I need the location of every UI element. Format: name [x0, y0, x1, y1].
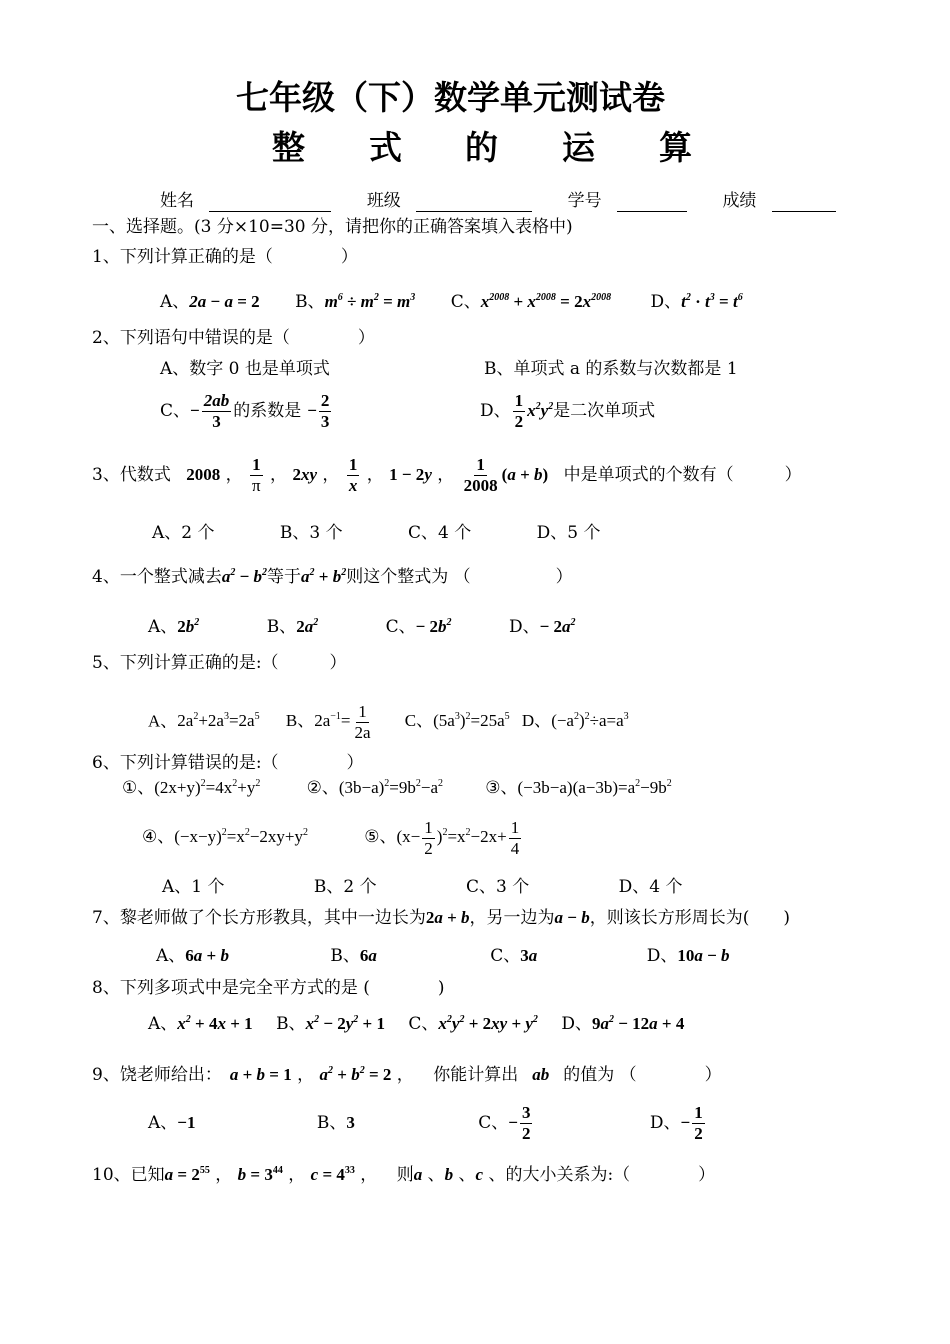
id-field[interactable] — [617, 195, 687, 212]
question-1-stem: 1、下列计算正确的是（ ） — [92, 247, 358, 267]
page-title: 七年级（下）数学单元测试卷 — [236, 78, 665, 117]
class-label: 班级 — [366, 191, 401, 211]
section-heading: 一、选择题。(3 分×10=30 分，请把你的正确答案填入表格中) — [92, 217, 573, 237]
question-8-options: A、$x^2 + 4x + 1$ B、$x^2 - 2y^2 + 1$ C、$x^2y^2 + 2xy + y^2$ D、$9a^2 - 12a + 4$ — [148, 1014, 685, 1034]
question-2-stem: 2、下列语句中错误的是（ ） — [92, 328, 375, 348]
name-label: 姓名 — [160, 191, 194, 211]
question-5-stem: 5、下列计算正确的是:（ ） — [92, 653, 347, 673]
class-field[interactable] — [416, 195, 532, 212]
question-6-items-2: ④、$(-x-y)^2=x^2-2xy+y^2$ ⑤、(x− $\frac{1}{2}$ )$^2=x^2-2x+$ $\frac{1}{4}$ — [142, 818, 520, 858]
question-2-option-a: A、数字 0 也是单项式 — [160, 359, 330, 379]
score-label: 成绩 — [722, 191, 757, 211]
question-10-stem: 10、已知$a = 2^{55}$ ， $b = 3^{44}$ ， $c = 4^{33}$ ， 则a 、b 、c 、的大小关系为:（ ） — [92, 1165, 716, 1185]
question-7-stem: 7、黎老师做了个长方形教具，其中一边长为2a + b，另一边为a − b，则该长方形周长为( ) — [92, 908, 790, 928]
question-2-option-d: D、 $\frac{1}{2}$ $x^2y^2$是二次单项式 — [480, 391, 656, 431]
question-4-stem: 4、一个整式减去$a^2 - b^2$等于$a^2 + b^2$则这个整式为 （ ） — [92, 567, 573, 587]
question-3-options: A、2 个 B、3 个 C、4 个 D、5 个 — [152, 523, 601, 543]
question-4-options: A、$2b^2$ B、$2a^2$ C、− $2b^2$ D、− $2a^2$ — [148, 617, 576, 637]
id-label: 学号 — [567, 191, 602, 211]
question-6-stem: 6、下列计算错误的是:（ ） — [92, 753, 364, 773]
score-field[interactable] — [772, 195, 836, 212]
question-2-option-b: B、单项式 a 的系数与次数都是 1 — [484, 359, 738, 379]
question-1-options: A、2a − a = 2 B、$m^6 \div m^2 = m^3$ C、$x^{2008} + x^{2008} = 2x^{2008}$ D、$t^2 \cdot t^3 = t^6$ — [160, 292, 743, 312]
question-9-options: A、−1 B、3 C、− $\frac{3}{2}$ D、− $\frac{1}{2}$ — [148, 1103, 703, 1143]
question-7-options: A、6a + b B、6a C、3a D、10a − b — [156, 946, 730, 966]
name-field[interactable] — [209, 195, 331, 212]
question-8-stem: 8、下列多项式中是完全平方式的是 ( ) — [92, 978, 445, 998]
question-5-options: A、$2a^2+2a^3=2a^5$ B、$2a^{-1}=$ $\frac{1}{2a}$ C、$(5a^3)^2=25a^5$ D、$(-a^2)^2\div a=a^3$ — [148, 702, 629, 742]
question-3-stem: 3、代数式 2008 ， $\frac{1}{\pi}$ ， 2xy ， $\frac{1}{x}$ ， 1 − 2y ， $\frac{1}{2008}$ (a + b) 中是单项式的个数有（ ） — [92, 455, 802, 495]
student-fields — [160, 190, 836, 212]
question-6-options: A、1 个 B、2 个 C、3 个 D、4 个 — [162, 877, 683, 897]
question-6-items-1: ①、$(2x+y)^2=4x^2+y^2$ ②、$(3b-a)^2=9b^2-a^2$ ③、$(-3b-a)(a-3b)=a^2-9b^2$ — [122, 778, 672, 797]
question-2-option-c: C、− $\frac{2ab}{3}$ 的系数是 − $\frac{2}{3}$ — [160, 391, 330, 431]
question-9-stem: 9、饶老师给出： a + b = 1 ， $a^2 + b^2 = 2$ ， 你能计算出 ab 的值为 （ ） — [92, 1065, 722, 1085]
